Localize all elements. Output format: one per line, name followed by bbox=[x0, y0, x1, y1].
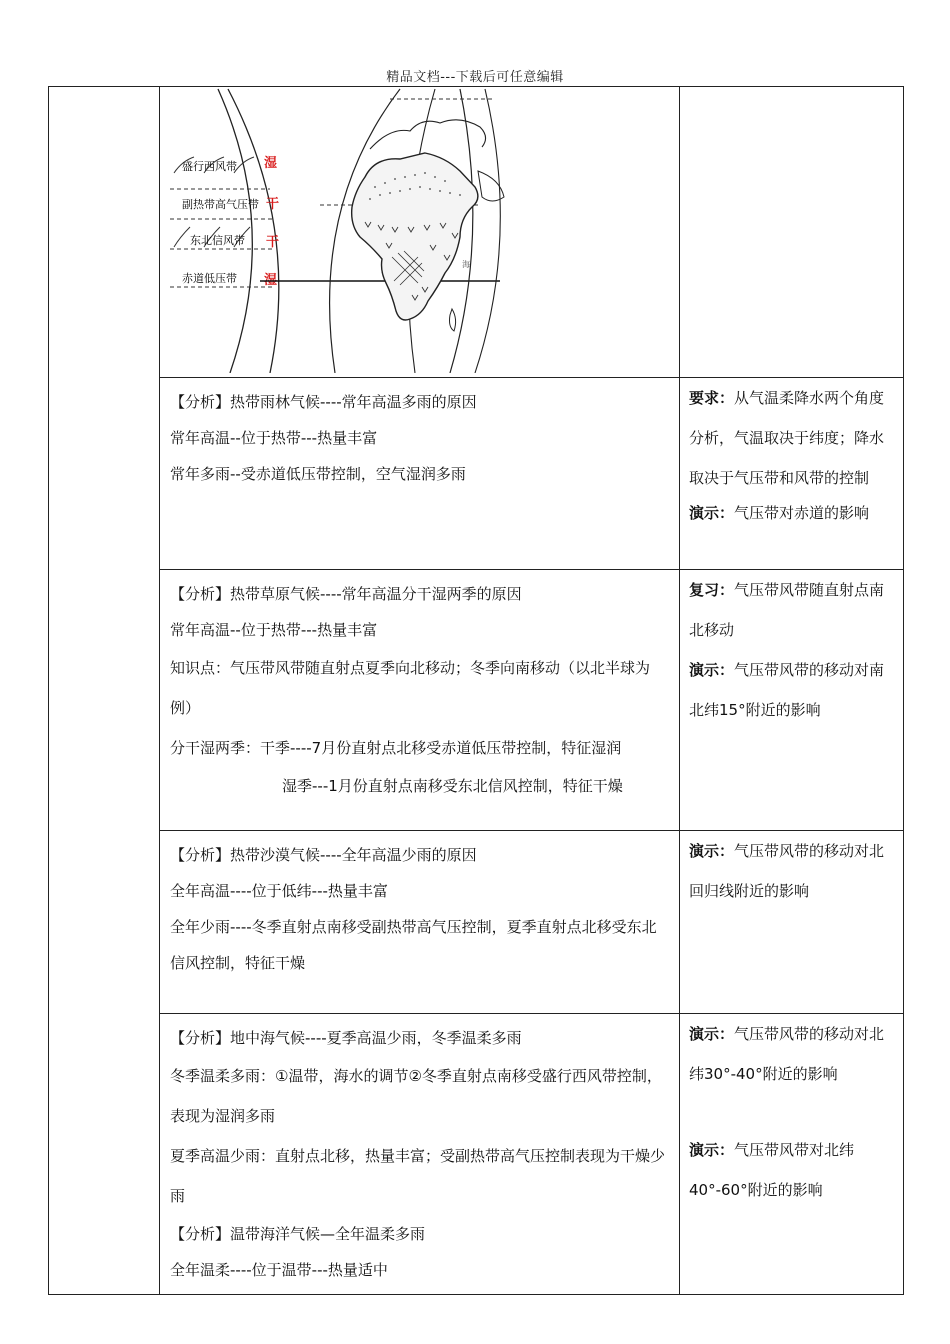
climate-row-rainforest bbox=[49, 378, 904, 570]
climate-map-cell bbox=[160, 87, 680, 378]
globe-arc bbox=[475, 89, 500, 373]
analysis-line: 【分析】热带雨林气候----常年高温多雨的原因 bbox=[170, 393, 477, 411]
wet-mark: 湿 bbox=[264, 273, 278, 288]
analysis-line: 【分析】温带海洋气候—全年温柔多雨 bbox=[170, 1225, 426, 1243]
notes-cell bbox=[680, 378, 904, 570]
climate-row-savanna bbox=[49, 570, 904, 831]
note-label: 复习： bbox=[689, 581, 735, 599]
wet-mark: 湿 bbox=[264, 156, 278, 171]
analysis-line: 分干湿两季：干季----7月份直射点北移受赤道低压带控制，特征湿润 bbox=[170, 739, 622, 757]
analysis-cell bbox=[160, 1014, 680, 1295]
note-label: 演示： bbox=[689, 1025, 735, 1043]
note-label: 要求： bbox=[689, 389, 735, 407]
note-text: 气压带风带对北纬40°-60°附近的影响 bbox=[689, 1141, 855, 1199]
note-text: 从气温柔降水两个角度分析，气温取决于纬度；降水取决于气压带和风带的控制 bbox=[689, 389, 885, 487]
analysis-line: 冬季温柔多雨：①温带，海水的调节②冬季直射点南移受盛行西风带控制，表现为湿润多雨 bbox=[170, 1067, 662, 1125]
notes-cell bbox=[680, 1014, 904, 1295]
climate-row-mediterranean bbox=[49, 1014, 904, 1295]
dry-mark: 干 bbox=[266, 197, 280, 212]
analysis-line: 常年高温--位于热带---热量丰富 bbox=[170, 429, 378, 447]
note-text: 气压带风带的移动对北纬30°-40°附近的影响 bbox=[689, 1025, 885, 1083]
africa-outline bbox=[352, 153, 478, 320]
analysis-cell bbox=[160, 831, 680, 1014]
notes-cell bbox=[680, 831, 904, 1014]
analysis-line: 全年温柔----位于温带---热量适中 bbox=[170, 1261, 388, 1279]
europe-coast bbox=[370, 120, 486, 149]
analysis-line: 【分析】热带草原气候----常年高温分干湿两季的原因 bbox=[170, 585, 522, 603]
note-text: 气压带风带随直射点南北移动 bbox=[689, 581, 885, 639]
belt-label-equatorial-low: 赤道低压带 bbox=[182, 272, 237, 285]
lesson-table bbox=[48, 86, 904, 1295]
analysis-cell bbox=[160, 570, 680, 831]
analysis-line: 【分析】热带沙漠气候----全年高温少雨的原因 bbox=[170, 846, 477, 864]
note-label: 演示： bbox=[689, 661, 735, 679]
analysis-line: 夏季高温少雨：直射点北移，热量丰富；受副热带高气压控制表现为干燥少雨 bbox=[170, 1147, 666, 1205]
sea-label: 海 bbox=[462, 260, 470, 269]
climate-row-desert bbox=[49, 831, 904, 1014]
note-label: 演示： bbox=[689, 504, 735, 522]
analysis-line: 常年高温--位于热带---热量丰富 bbox=[170, 621, 378, 639]
notes-cell bbox=[680, 570, 904, 831]
analysis-line: 【分析】地中海气候----夏季高温少雨，冬季温柔多雨 bbox=[170, 1029, 522, 1047]
analysis-cell bbox=[160, 378, 680, 570]
analysis-line: 全年高温----位于低纬---热量丰富 bbox=[170, 882, 388, 900]
analysis-line: 常年多雨--受赤道低压带控制，空气湿润多雨 bbox=[170, 465, 466, 483]
pressure-belt-map bbox=[160, 87, 680, 373]
left-globe-arc-outer bbox=[228, 89, 279, 373]
belt-label-westerlies: 盛行西风带 bbox=[182, 160, 237, 173]
analysis-line: 知识点：气压带风带随直射点夏季向北移动；冬季向南移动（以北半球为例） bbox=[170, 659, 651, 717]
map-row bbox=[49, 87, 904, 378]
note-label: 演示： bbox=[689, 842, 735, 860]
note-text: 气压带风带的移动对北回归线附近的影响 bbox=[689, 842, 885, 900]
map-notes-cell bbox=[680, 87, 904, 378]
madagascar-outline bbox=[450, 309, 456, 331]
dry-mark: 干 bbox=[266, 235, 280, 250]
belt-label-subtropical-high: 副热带高气压带 bbox=[182, 198, 259, 211]
analysis-line: 湿季---1月份直射点南移受东北信风控制，特征干燥 bbox=[282, 777, 623, 795]
note-text: 气压带对赤道的影响 bbox=[734, 504, 870, 522]
note-label: 演示： bbox=[689, 1141, 735, 1159]
note-text: 气压带风带的移动对南北纬15°附近的影响 bbox=[689, 661, 885, 719]
belt-label-ne-trades: 东北信风带 bbox=[190, 234, 245, 247]
analysis-line: 全年少雨----冬季直射点南移受副热带高气压控制，夏季直射点北移受东北信风控制，特征干燥 bbox=[170, 918, 657, 972]
page-header: 精品文档---下载后可任意编辑 bbox=[386, 70, 564, 85]
left-blank-column bbox=[49, 87, 160, 1295]
